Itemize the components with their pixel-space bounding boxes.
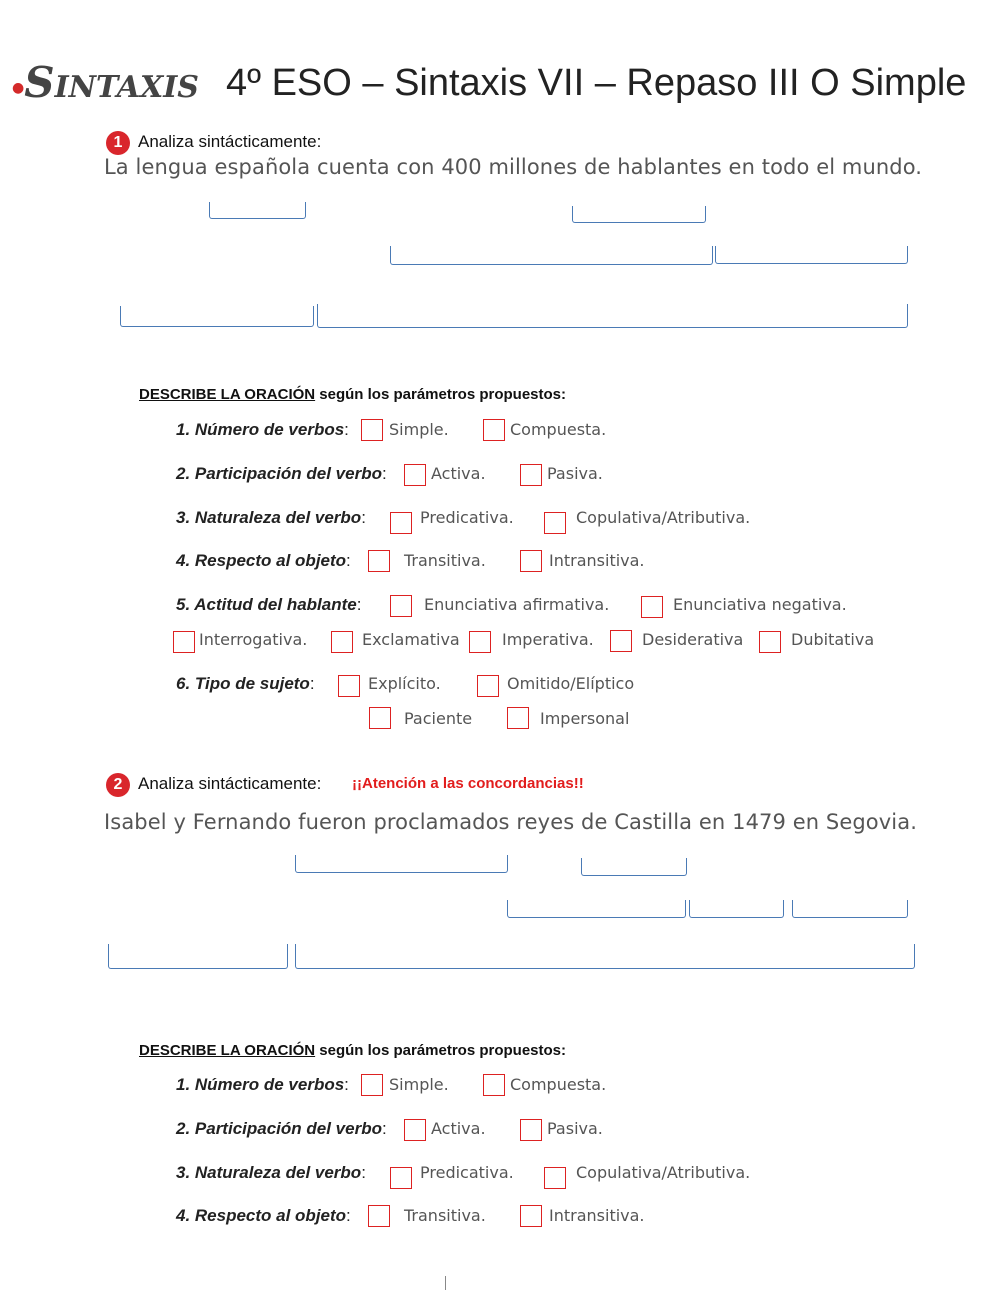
option-label: Dubitativa [791, 630, 875, 649]
checkbox-transitiva[interactable] [368, 550, 390, 572]
analysis-bracket[interactable] [317, 304, 908, 328]
option-label: Predicativa. [420, 508, 514, 527]
option-label: Copulativa/Atributiva. [576, 508, 751, 527]
checkbox-simple[interactable] [361, 419, 383, 441]
checkbox-omitido[interactable] [477, 675, 499, 697]
analysis-bracket[interactable] [792, 900, 908, 918]
analysis-bracket[interactable] [689, 900, 784, 918]
param-verb-participation: 2. Participación del verbo: [176, 464, 387, 483]
option-label: Paciente [404, 709, 473, 728]
text-cursor-mark [445, 1276, 446, 1290]
option-label: Interrogativa. [199, 630, 308, 649]
param-verb-nature: 3. Naturaleza del verbo: [176, 508, 366, 527]
checkbox-impersonal[interactable] [507, 707, 529, 729]
sintaxis-logo: ●SINTAXIS [12, 58, 199, 107]
checkbox-intransitiva[interactable] [520, 550, 542, 572]
checkbox-intransitiva[interactable] [520, 1205, 542, 1227]
checkbox-copulativa[interactable] [544, 512, 566, 534]
param-subject-type: 6. Tipo de sujeto: [176, 674, 315, 693]
option-label: Activa. [431, 1119, 486, 1138]
checkbox-predicativa[interactable] [390, 512, 412, 534]
option-label: Exclamativa [362, 630, 460, 649]
option-label: Pasiva. [547, 464, 603, 483]
option-label: Transitiva. [404, 1206, 486, 1225]
analysis-bracket[interactable] [108, 944, 288, 969]
param-number-of-verbs: 1. Número de verbos: [176, 420, 349, 439]
exercise-2-sentence: Isabel y Fernando fueron proclamados reyes de Castilla en 1479 en Segovia. [104, 810, 917, 834]
exercise-1-badge: 1 [106, 131, 130, 155]
param-verb-participation: 2. Participación del verbo: [176, 1119, 387, 1138]
checkbox-predicativa[interactable] [390, 1167, 412, 1189]
param-object: 4. Respecto al objeto: [176, 551, 351, 570]
analysis-bracket[interactable] [715, 246, 908, 264]
exercise-1-heading: Analiza sintácticamente: [138, 132, 322, 151]
analysis-bracket[interactable] [209, 202, 306, 219]
option-label: Compuesta. [510, 420, 607, 439]
analysis-bracket[interactable] [390, 246, 713, 265]
checkbox-exclamativa[interactable] [331, 631, 353, 653]
checkbox-imperativa[interactable] [469, 631, 491, 653]
checkbox-copulativa[interactable] [544, 1167, 566, 1189]
exercise-1-sentence: La lengua española cuenta con 400 millones de hablantes en todo el mundo. [104, 155, 923, 179]
option-label: Predicativa. [420, 1163, 514, 1182]
option-label: Copulativa/Atributiva. [576, 1163, 751, 1182]
option-label: Enunciativa afirmativa. [424, 595, 610, 614]
option-label: Intransitiva. [549, 551, 645, 570]
exercise-2-badge: 2 [106, 773, 130, 797]
checkbox-paciente[interactable] [369, 707, 391, 729]
option-label: Desiderativa [642, 630, 744, 649]
option-label: Simple. [389, 420, 449, 439]
option-label: Pasiva. [547, 1119, 603, 1138]
option-label: Transitiva. [404, 551, 486, 570]
analysis-bracket[interactable] [581, 858, 687, 876]
param-object: 4. Respecto al objeto: [176, 1206, 351, 1225]
checkbox-transitiva[interactable] [368, 1205, 390, 1227]
logo-dot-icon: ● [12, 80, 25, 96]
checkbox-compuesta[interactable] [483, 1074, 505, 1096]
checkbox-explicito[interactable] [338, 675, 360, 697]
checkbox-compuesta[interactable] [483, 419, 505, 441]
checkbox-enunciativa-afirmativa[interactable] [390, 595, 412, 617]
analysis-bracket[interactable] [572, 206, 706, 223]
param-speaker-attitude: 5. Actitud del hablante: [176, 595, 362, 614]
checkbox-dubitativa[interactable] [759, 631, 781, 653]
option-label: Simple. [389, 1075, 449, 1094]
analysis-bracket[interactable] [507, 900, 686, 918]
checkbox-activa[interactable] [404, 1119, 426, 1141]
analysis-bracket[interactable] [120, 306, 314, 327]
option-label: Omitido/Elíptico [507, 674, 635, 693]
analysis-bracket[interactable] [295, 944, 915, 969]
checkbox-desiderativa[interactable] [610, 630, 632, 652]
option-label: Enunciativa negativa. [673, 595, 847, 614]
checkbox-interrogativa[interactable] [173, 631, 195, 653]
option-label: Compuesta. [510, 1075, 607, 1094]
checkbox-enunciativa-negativa[interactable] [641, 596, 663, 618]
checkbox-pasiva[interactable] [520, 1119, 542, 1141]
checkbox-activa[interactable] [404, 464, 426, 486]
page-title: 4º ESO – Sintaxis VII – Repaso III O Simple [226, 62, 967, 104]
param-number-of-verbs: 1. Número de verbos: [176, 1075, 349, 1094]
checkbox-simple[interactable] [361, 1074, 383, 1096]
checkbox-pasiva[interactable] [520, 464, 542, 486]
option-label: Intransitiva. [549, 1206, 645, 1225]
describe-instruction: DESCRIBE LA ORACIÓN según los parámetros propuestos: [139, 1042, 567, 1059]
option-label: Imperativa. [502, 630, 594, 649]
option-label: Impersonal [540, 709, 630, 728]
exercise-2-heading: Analiza sintácticamente: [138, 774, 322, 793]
param-verb-nature: 3. Naturaleza del verbo: [176, 1163, 366, 1182]
option-label: Activa. [431, 464, 486, 483]
describe-instruction: DESCRIBE LA ORACIÓN según los parámetros propuestos: [139, 386, 567, 403]
concordance-warning: ¡¡Atención a las concordancias!! [352, 775, 584, 792]
analysis-bracket[interactable] [295, 855, 508, 873]
option-label: Explícito. [368, 674, 441, 693]
